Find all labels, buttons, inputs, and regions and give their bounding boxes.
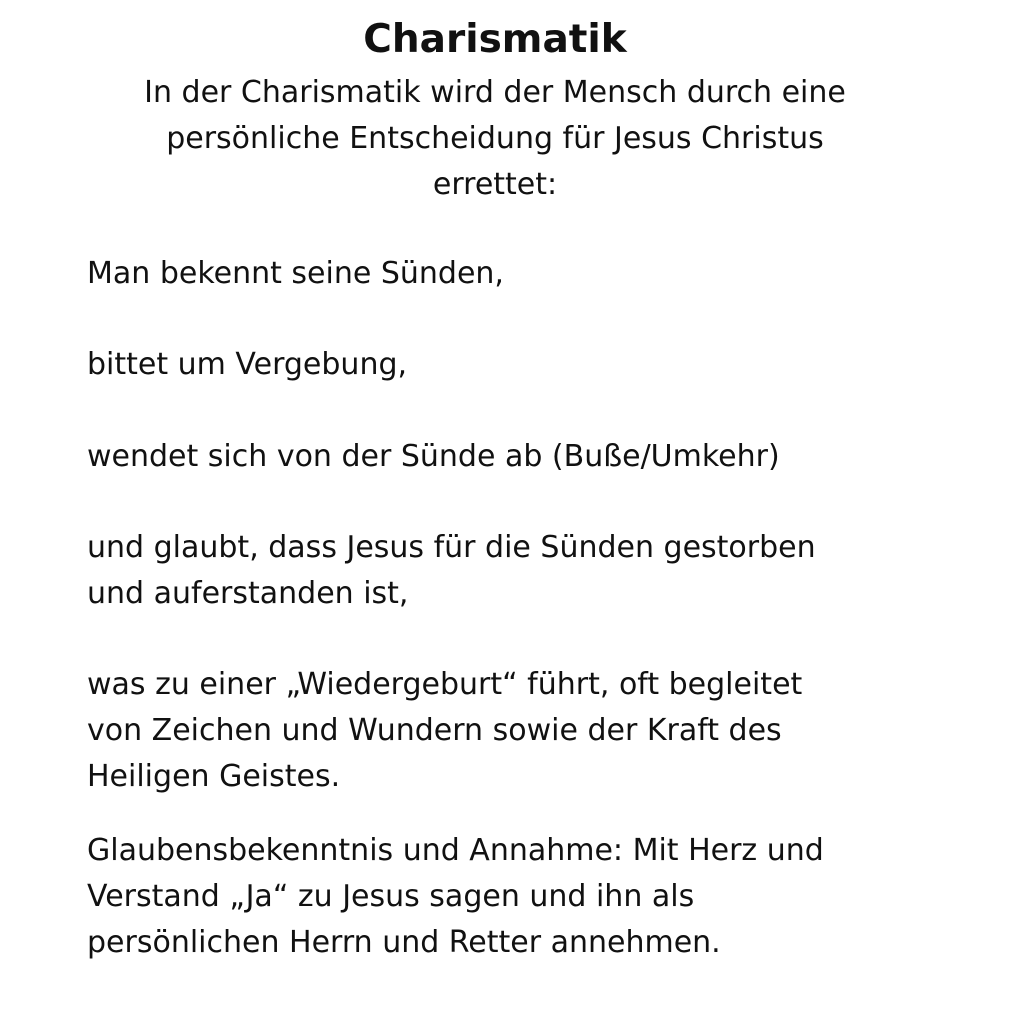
paragraph-ask-forgiveness: bittet um Vergebung, bbox=[87, 347, 408, 382]
paragraph-rebirth: was zu einer „Wiedergeburt“ führt, oft begleitet von Zeichen und Wundern sowie der Kraft des Heiligen Geistes. bbox=[87, 667, 803, 794]
paragraph-confess-sins: Man bekennt seine Sünden, bbox=[87, 256, 504, 291]
page-title: Charismatik bbox=[363, 17, 627, 62]
paragraph-confession-acceptance: Glaubensbekenntnis und Annahme: Mit Herz und Verstand „Ja“ zu Jesus sagen und ihn als persönlichen Herrn und Retter annehmen. bbox=[87, 833, 824, 960]
paragraph-belief: und glaubt, dass Jesus für die Sünden gestorben und auferstanden ist, bbox=[87, 530, 816, 611]
intro-paragraph: In der Charismatik wird der Mensch durch eine persönliche Entscheidung für Jesus Christus errettet: bbox=[144, 75, 846, 202]
paragraph-repentance: wendet sich von der Sünde ab (Buße/Umkehr) bbox=[87, 439, 780, 474]
